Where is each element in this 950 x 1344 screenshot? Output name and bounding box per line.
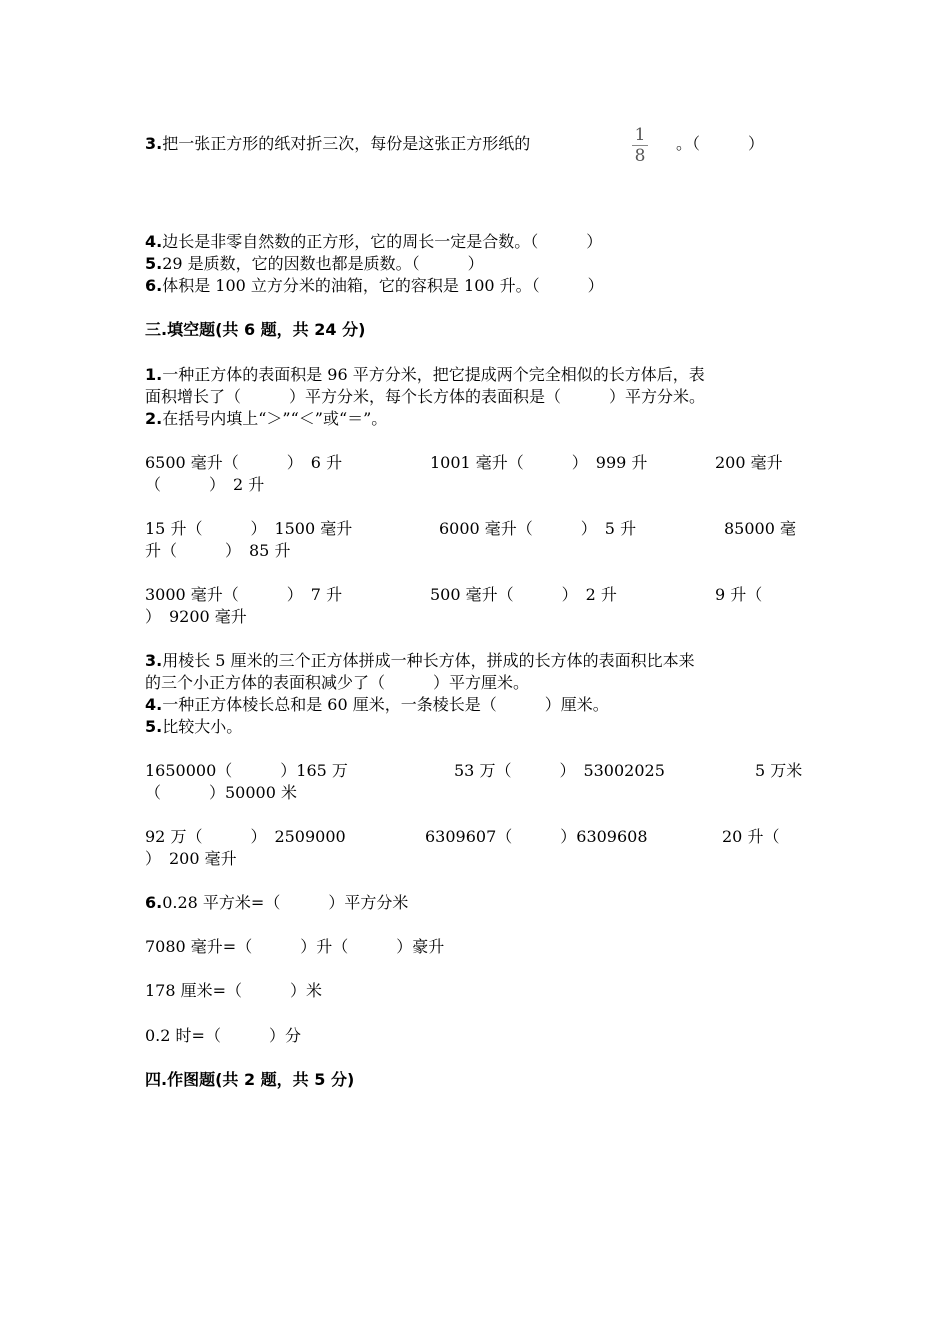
fill-q3-line1: [145, 650, 695, 672]
fill-q6-line3: 178 厘米=（ ）米: [145, 981, 323, 1000]
question-text: 用棱长 5 厘米的三个正方体拼成一种长方体，拼成的长方体的表面积比本来: [162, 651, 695, 670]
compare-item: 5 万米: [755, 761, 803, 780]
fill-q3-line2: 的三个小正方体的表面积减少了（ ）平方厘米。: [145, 673, 530, 692]
question-number: 6.: [145, 893, 163, 912]
fill-q6-line4: 0.2 时=（ ）分: [145, 1026, 301, 1045]
fill-q6-line2: 7080 毫升=（ ）升（ ）豪升: [145, 937, 445, 956]
compare-item-cont: ） 200 毫升: [145, 849, 237, 868]
compare-item: 1001 毫升（ ） 999 升: [430, 453, 648, 472]
question-number: 4.: [145, 232, 163, 251]
compare-item-cont: ） 9200 毫升: [145, 607, 247, 626]
compare-item: 6000 毫升（ ） 5 升: [439, 519, 637, 538]
fill-q2: [145, 408, 387, 430]
question-number: 6.: [145, 276, 163, 295]
fraction-numerator: 1: [634, 125, 646, 145]
question-text: 一种正方体的表面积是 96 平方分米，把它提成两个完全相似的长方体后，表: [162, 365, 705, 384]
fill-q5: [145, 716, 242, 738]
compare-item: 200 毫升: [715, 453, 783, 472]
question-text: 在括号内填上“＞”“＜”或“＝”。: [162, 409, 388, 428]
fill-q1-line1: [145, 364, 705, 386]
fraction-one-eighth: [632, 126, 648, 165]
compare-item: 53 万（ ） 53002025: [454, 761, 665, 780]
question-number: 4.: [145, 695, 163, 714]
question-text: 边长是非零自然数的正方形，它的周长一定是合数。（ ）: [162, 232, 603, 251]
compare-item: 500 毫升（ ） 2 升: [430, 585, 617, 604]
compare-item: 92 万（ ） 2509000: [145, 827, 346, 846]
judge-q5: [145, 253, 484, 275]
question-number: 2.: [145, 409, 163, 428]
fill-q1-line2: 面积增长了（ ）平方分米，每个长方体的表面积是（ ）平方分米。: [145, 387, 706, 406]
question-number: 1.: [145, 365, 163, 384]
judge-q6: [145, 275, 604, 297]
question-text: 29 是质数，它的因数也都是质数。（ ）: [162, 254, 484, 273]
compare-item: 9 升（: [715, 585, 763, 604]
compare-item-cont: 升（ ） 85 升: [145, 541, 291, 560]
question-number: 5.: [145, 717, 163, 736]
question-number: 3.: [145, 651, 163, 670]
section-title-drawing: 四.作图题(共 2 题，共 5 分): [145, 1070, 355, 1089]
question-text: 体积是 100 立方分米的油箱，它的容积是 100 升。（ ）: [162, 276, 604, 295]
question-text: 把一张正方形的纸对折三次，每份是这张正方形纸的: [162, 134, 531, 153]
fill-q4: [145, 694, 609, 716]
compare-item: 15 升（ ） 1500 毫升: [145, 519, 353, 538]
compare-item: 6309607（ ）6309608: [425, 827, 648, 846]
compare-item-cont: （ ）50000 米: [145, 783, 297, 802]
section-title-fill-in: 三.填空题(共 6 题，共 24 分): [145, 320, 366, 339]
compare-item: 20 升（: [722, 827, 780, 846]
fill-q6: [145, 892, 408, 914]
question-number: 5.: [145, 254, 163, 273]
compare-item: 85000 毫: [724, 519, 796, 538]
question-number: 3.: [145, 134, 163, 153]
fraction-denominator: 8: [634, 146, 646, 166]
compare-item: 3000 毫升（ ） 7 升: [145, 585, 343, 604]
question-text: 一种正方体棱长总和是 60 厘米，一条棱长是（ ）厘米。: [162, 695, 609, 714]
question-text: 比较大小。: [162, 717, 243, 736]
compare-item-cont: （ ） 2 升: [145, 475, 265, 494]
judge-q3-tail: 。（ ）: [676, 134, 765, 153]
compare-item: 6500 毫升（ ） 6 升: [145, 453, 343, 472]
judge-q3: [145, 133, 530, 155]
judge-q4: [145, 231, 602, 253]
question-text: 0.28 平方米=（ ）平方分米: [162, 893, 409, 912]
compare-item: 1650000（ ）165 万: [145, 761, 348, 780]
